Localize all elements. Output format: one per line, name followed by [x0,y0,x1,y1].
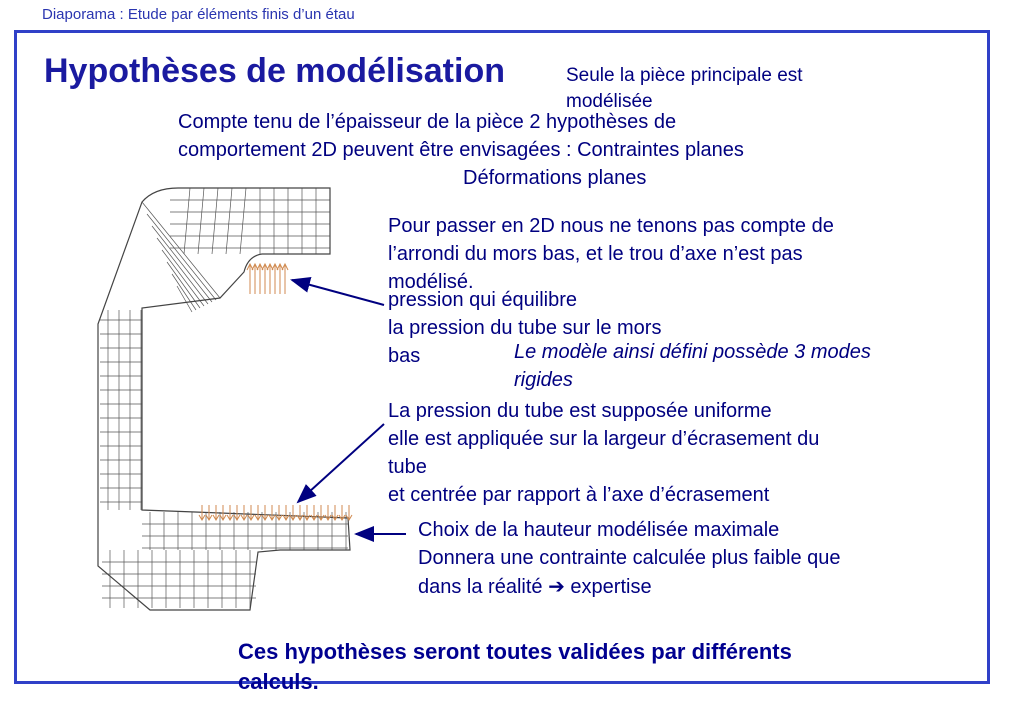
modes-rigides-line-2: rigides [514,369,573,391]
slide-title: Hypothèses de modélisation [44,52,505,90]
pression-tube-line-2: elle est appliquée sur la largeur d’écrasement du [388,428,820,450]
pression-equilibre-line-2: la pression du tube sur le mors [388,317,662,339]
modes-rigides-line-1: Le modèle ainsi défini possède 3 modes [514,341,871,363]
hauteur-tail: expertise [570,576,652,598]
right-arrow-icon: ➔ [548,574,565,598]
hypotheses-line-3: Déformations planes [463,167,647,189]
pression-equilibre-line-1: pression qui équilibre [388,289,578,311]
pression-tube-line-1: La pression du tube est supposée uniforme [388,400,772,422]
note-principal-line-1: Seule la pièce principale est [566,65,803,86]
conclusion-line-1: Ces hypothèses seront toutes validées par différents [238,639,792,664]
note-principal-line-2: modélisée [566,91,653,112]
conclusion-line-2: calculs. [238,669,319,694]
slide-header: Diaporama : Etude par éléments finis d’un étau [42,6,355,23]
passer-2d-line-1: Pour passer en 2D nous ne tenons pas compte de [388,215,834,237]
callout-arrow-pression-tube [298,424,384,502]
callout-arrow-pression-equilibre [292,280,384,305]
passer-2d-line-3: modélisé. [388,271,474,293]
hauteur-line-2: Donnera une contrainte calculée plus faible que [418,547,841,569]
pression-tube-line-3: tube [388,456,427,478]
hypotheses-line-2: comportement 2D peuvent être envisagées : Contraintes planes [178,139,744,161]
pression-tube-line-4: et centrée par rapport à l’axe d’écrasement [388,484,770,506]
hauteur-line-3-text: dans la réalité [418,576,543,598]
hauteur-line-1: Choix de la hauteur modélisée maximale [418,519,780,541]
passer-2d-line-2: l’arrondi du mors bas, et le trou d’axe n’est pas [388,243,803,265]
pression-equilibre-line-3: bas [388,345,421,367]
hypotheses-line-1: Compte tenu de l’épaisseur de la pièce 2 hypothèses de [178,111,677,133]
